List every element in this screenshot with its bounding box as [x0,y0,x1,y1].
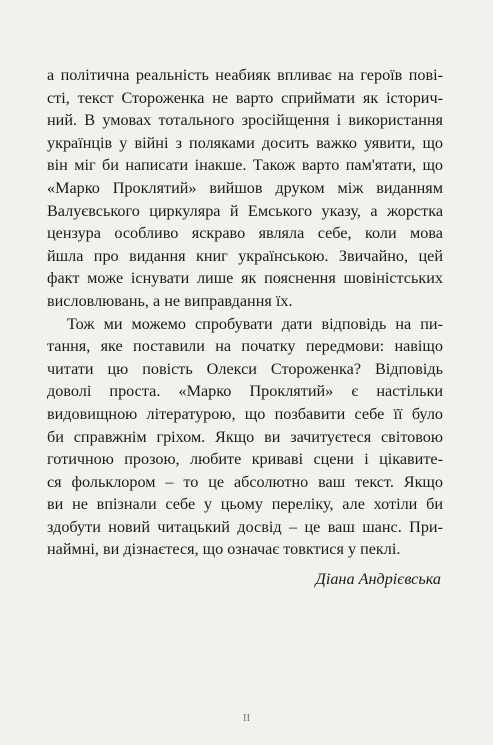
text-line: висловлювань, а не виправдання їх. [47,291,293,310]
author-signature: Діана Андрієвська [315,570,441,588]
body-text [47,64,443,561]
page-number: II [242,712,251,724]
text-line: йшла про видання книг українською. Звичайно, цей [47,246,443,265]
text-line: факт може існувати лише як пояснення шовіністських [47,269,443,288]
paragraph [47,313,443,562]
text-line: тання, яке поставили на початку передмови: навіщо [47,337,443,356]
text-line: доволі проста. «Марко Проклятий» є настільки [47,382,443,401]
text-line: він міг би написати інакше. Також варто пам'ятати, що [47,156,443,175]
text-line: ви не впізнали себе у цьому переліку, але хотіли би [47,495,443,514]
text-line: «Марко Проклятий» вийшов друком між виданням [47,178,443,197]
text-line: Валуєвського циркуляра й Емського указу, а жорстка [47,201,443,220]
text-line: ся фольклором – то це абсолютно ваш текст. Якщо [47,472,443,491]
text-line: би справжнім гріхом. Якщо ви зачитуєтеся світовою [47,427,443,446]
text-line: українців у війні з поляками досить важко уявити, що [47,133,443,152]
text-line: цензура особливо яскраво являла себе, коли мова [47,224,443,243]
text-line: готичною прозою, любите криваві сцени і цікавите- [47,450,443,469]
text-line: видовищною літературою, що позбавити себе її було [47,404,443,423]
paragraph [47,64,443,313]
text-line: здобути новий читацький досвід – це ваш шанс. При- [47,517,443,536]
text-line: а політична реальність неабияк впливає на героїв пові- [47,66,443,84]
text-line: сті, текст Стороженка не варто сприймати як історич- [47,88,443,107]
text-line: наймні, ви дізнаєтеся, що означає товктися у пеклі. [47,540,401,559]
text-line: ний. В умовах тотального зросійщення і використання [47,111,443,130]
text-line: читати цю повість Олекси Стороженка? Відповідь [47,359,443,378]
text-line: Тож ми можемо спробувати дати відповідь на пи- [67,314,443,333]
